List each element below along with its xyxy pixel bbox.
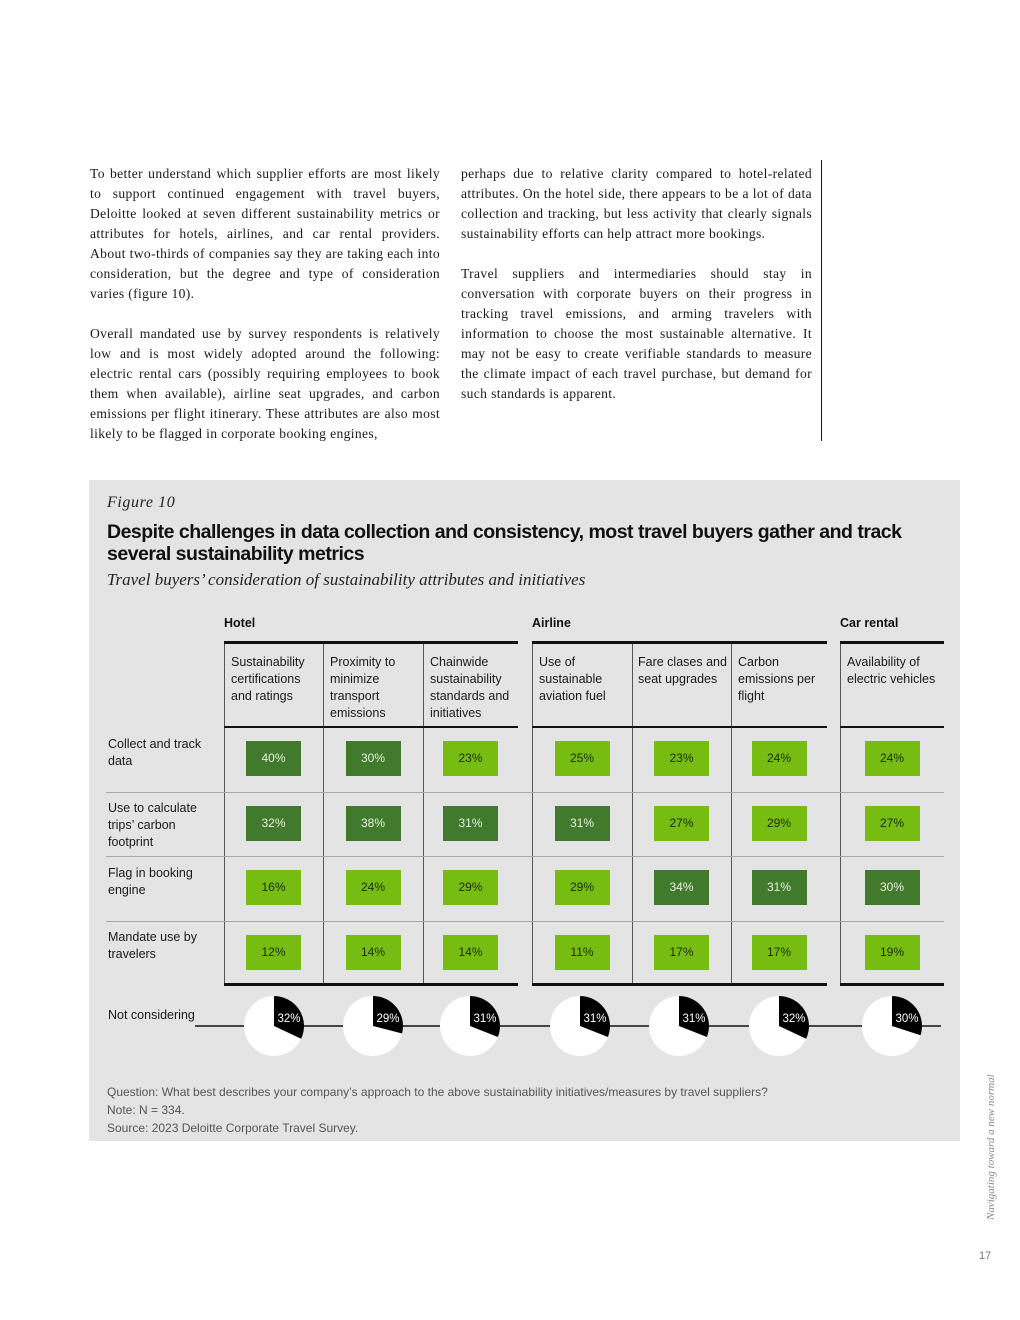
table-cell: 32% [246,806,301,841]
table-cell: 34% [654,870,709,905]
table-cell: 24% [752,741,807,776]
running-title: Navigating toward a new normal [985,1074,997,1220]
row-label: Mandate use by travelers [108,930,197,961]
table-cell: 17% [752,935,807,970]
pie-chart [749,996,809,1056]
pie-label: 31% [583,1013,607,1025]
figure-title: Despite challenges in data collection and consistency, most travel buyers gather and track several sustainability metrics [107,521,902,565]
pie-label: 30% [895,1013,919,1025]
row-label: Use to calculate trips’ carbon footprint [108,801,197,849]
pie-chart [550,996,610,1056]
table-cell: 27% [654,806,709,841]
table-cell: 40% [246,741,301,776]
pie-label: 31% [682,1013,706,1025]
column-header: Proximity to minimize transport emissions [330,655,396,720]
figure-note: Note: N = 334. [107,1103,185,1117]
table-cell: 30% [346,741,401,776]
pie-chart [649,996,709,1056]
table-cell: 12% [246,935,301,970]
table-cell: 19% [865,935,920,970]
pie-chart [343,996,403,1056]
table-cell: 31% [752,870,807,905]
column-header: Fare clases and seat upgrades [638,655,727,686]
paragraph: To better understand which supplier efforts are most likely to support continued engagement with travel buyers, Deloitte looked at seven different sustainability metrics or attributes for hotels, airlines, and car rental providers. About two-thirds of companies say they are taking each into consideration, but the degree and type of consideration varies (figure 10). [90,166,440,301]
pie-chart [862,996,922,1056]
table-cell: 24% [346,870,401,905]
figure-source: Source: 2023 Deloitte Corporate Travel Survey. [107,1121,359,1135]
table-cell: 23% [654,741,709,776]
pie-chart [244,996,304,1056]
page-number: 17 [979,1250,992,1262]
column-divider [821,160,822,441]
pie-label: 32% [782,1013,806,1025]
table-cell: 14% [346,935,401,970]
paragraph: Travel suppliers and intermediaries should stay in conversation with corporate buyers on their progress in tracking travel emissions, and arming travelers with information to choose the most sustainable alternative. It may not be easy to create verifiable standards to measure the climate impact of each travel purchase, but demand for such standards is apparent. [461,266,812,401]
body-column-right [461,164,812,424]
pie-label: 31% [473,1013,497,1025]
table-cell: 23% [443,741,498,776]
column-header: Chainwide sustainability standards and initiatives [430,655,510,720]
pie-chart [440,996,500,1056]
group-car-rental: Car rental [840,616,899,630]
group-airline: Airline [532,616,571,630]
table-cell: 27% [865,806,920,841]
paragraph: perhaps due to relative clarity compared to hotel-related attributes. On the hotel side, there appears to be a lot of data collection and tracking, but less activity that clearly signals sustainability efforts can help attract more bookings. [461,166,812,241]
table-cell: 25% [555,741,610,776]
table-cell: 31% [555,806,610,841]
body-column-left [90,164,440,464]
figure-label: Figure 10 [107,494,176,511]
column-header: Use of sustainable aviation fuel [539,655,606,703]
table-cell: 29% [752,806,807,841]
table-cell: 24% [865,741,920,776]
not-considering-pies [89,480,960,1141]
row-label: Flag in booking engine [108,866,193,897]
table-cell: 31% [443,806,498,841]
not-considering-label: Not considering [108,1008,195,1022]
table-cell: 30% [865,870,920,905]
row-label: Collect and track data [108,737,202,768]
table-cell: 29% [555,870,610,905]
figure-10 [89,480,960,1141]
table-cell: 11% [555,935,610,970]
column-header: Sustainability certifications and ratings [231,655,305,703]
column-header: Carbon emissions per flight [738,655,816,703]
figure-subtitle: Travel buyers’ consideration of sustainability attributes and initiatives [107,570,586,589]
pie-label: 29% [376,1013,400,1025]
group-hotel: Hotel [224,616,256,630]
figure-question: Question: What best describes your company’s approach to the above sustainability initiatives/measures by travel suppliers? [107,1085,768,1099]
table-cell: 14% [443,935,498,970]
table-cell: 17% [654,935,709,970]
paragraph: Overall mandated use by survey respondents is relatively low and is most widely adopted around the following: electric rental cars (possibly requiring employees to book them when available), airline seat upgrades, and carbon emissions per flight itinerary. These attributes are also most likely to be flagged in corporate booking engines, [90,326,440,441]
table-cell: 29% [443,870,498,905]
table-cell: 16% [246,870,301,905]
column-header: Availability of electric vehicles [847,655,936,686]
pie-label: 32% [277,1013,301,1025]
table-cell: 38% [346,806,401,841]
